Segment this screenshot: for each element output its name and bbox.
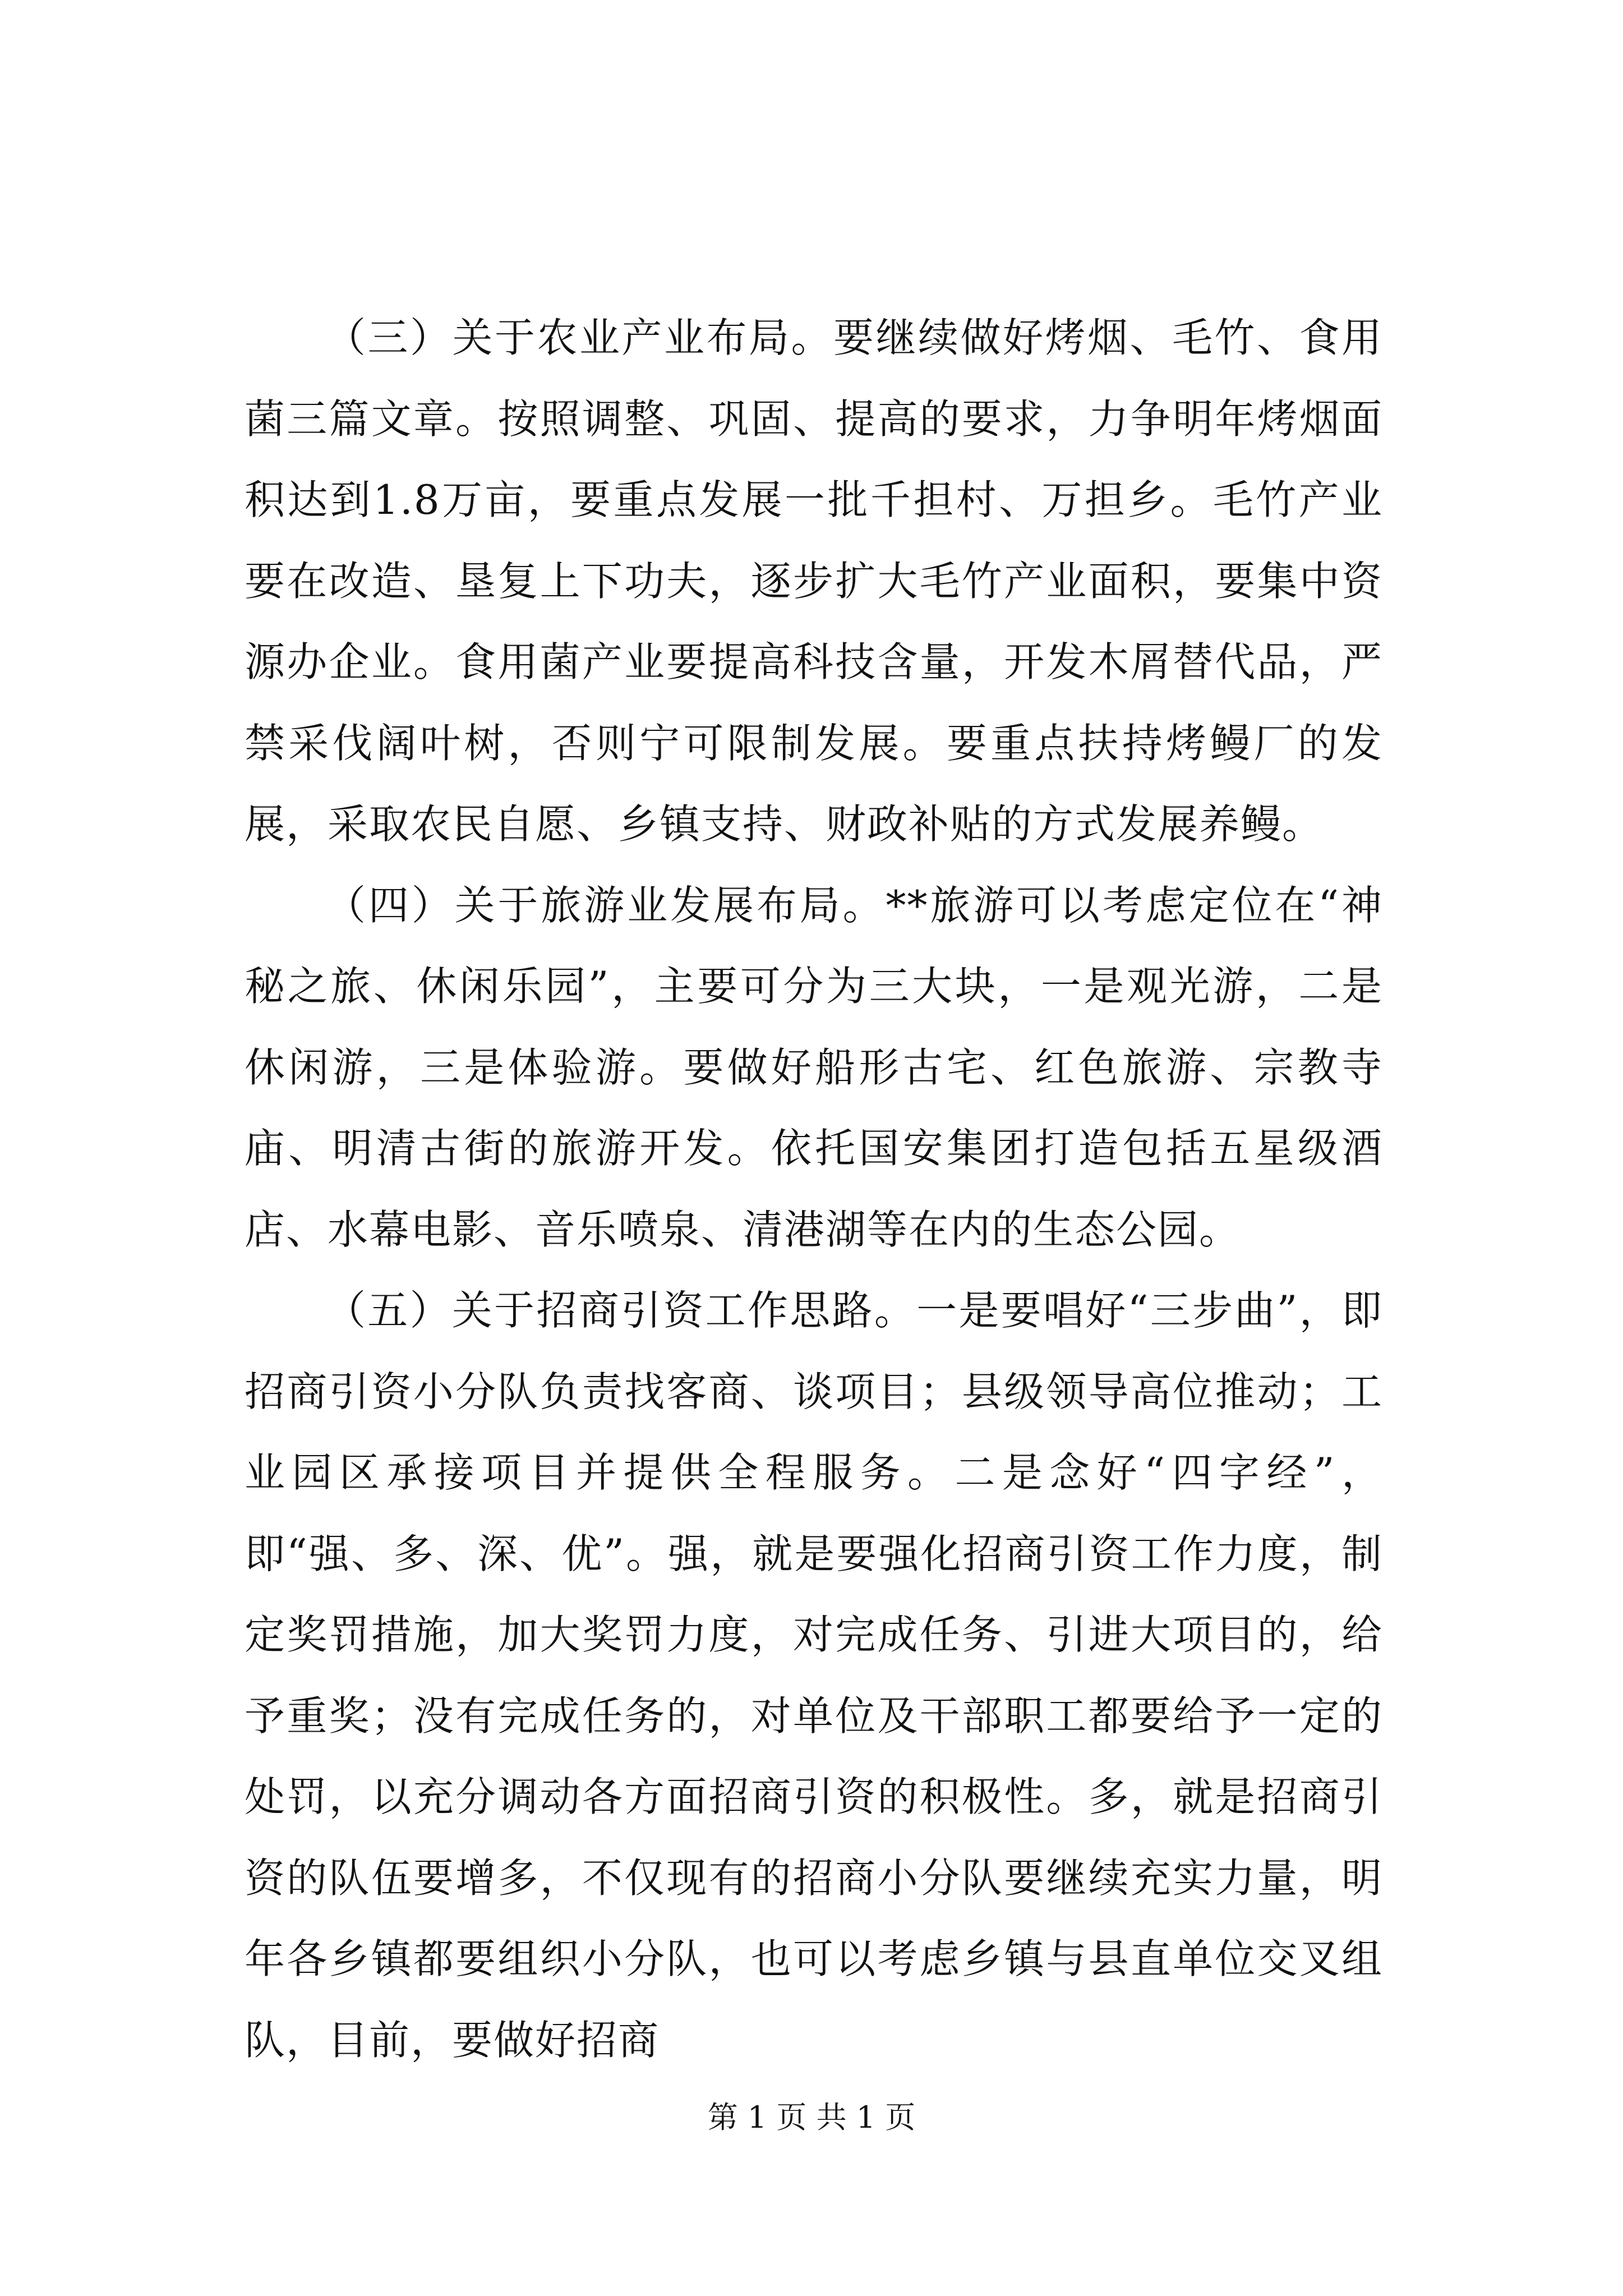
- paragraph-tourism: （四）关于旅游业发展布局。**旅游可以考虑定位在“神秘之旅、休闲乐园”，主要可分为三大块，一是观光游，二是休闲游，三是体验游。要做好船形古宅、红色旅游、宗教寺庙、明清古街的旅游开发。依托国安集团打造包括五星级酒店、水幕电影、音乐喷泉、清港湖等在内的生态公园。: [245, 881, 1383, 1253]
- document-body: [245, 297, 1383, 2081]
- page-footer: 第 1 页 共 1 页: [707, 2100, 916, 2135]
- paragraph-agriculture: （三）关于农业产业布局。要继续做好烤烟、毛竹、食用菌三篇文章。按照调整、巩固、提高的要求，力争明年烤烟面积达到1.8万亩，要重点发展一批千担村、万担乡。毛竹产业要在改造、垦复上下功夫，逐步扩大毛竹产业面积，要集中资源办企业。食用菌产业要提高科技含量，开发木屑替代品，严禁采伐阔叶树，否则宁可限制发展。要重点扶持烤鳗厂的发展，采取农民自愿、乡镇支持、财政补贴的方式发展养鳗。: [245, 314, 1383, 848]
- paragraph-investment: （五）关于招商引资工作思路。一是要唱好“三步曲”，即招商引资小分队负责找客商、谈项目；县级领导高位推动；工业园区承接项目并提供全程服务。二是念好“四字经”，即“强、多、深、优”。强，就是要强化招商引资工作力度，制定奖罚措施，加大奖罚力度，对完成任务、引进大项目的，给予重奖；没有完成任务的，对单位及干部职工都要给予一定的处罚，以充分调动各方面招商引资的积极性。多，就是招商引资的队伍要增多，不仅现有的招商小分队要继续充实力量，明年各乡镇都要组织小分队，也可以考虑乡镇与县直单位交叉组队，目前，要做好招商: [245, 1287, 1383, 2064]
